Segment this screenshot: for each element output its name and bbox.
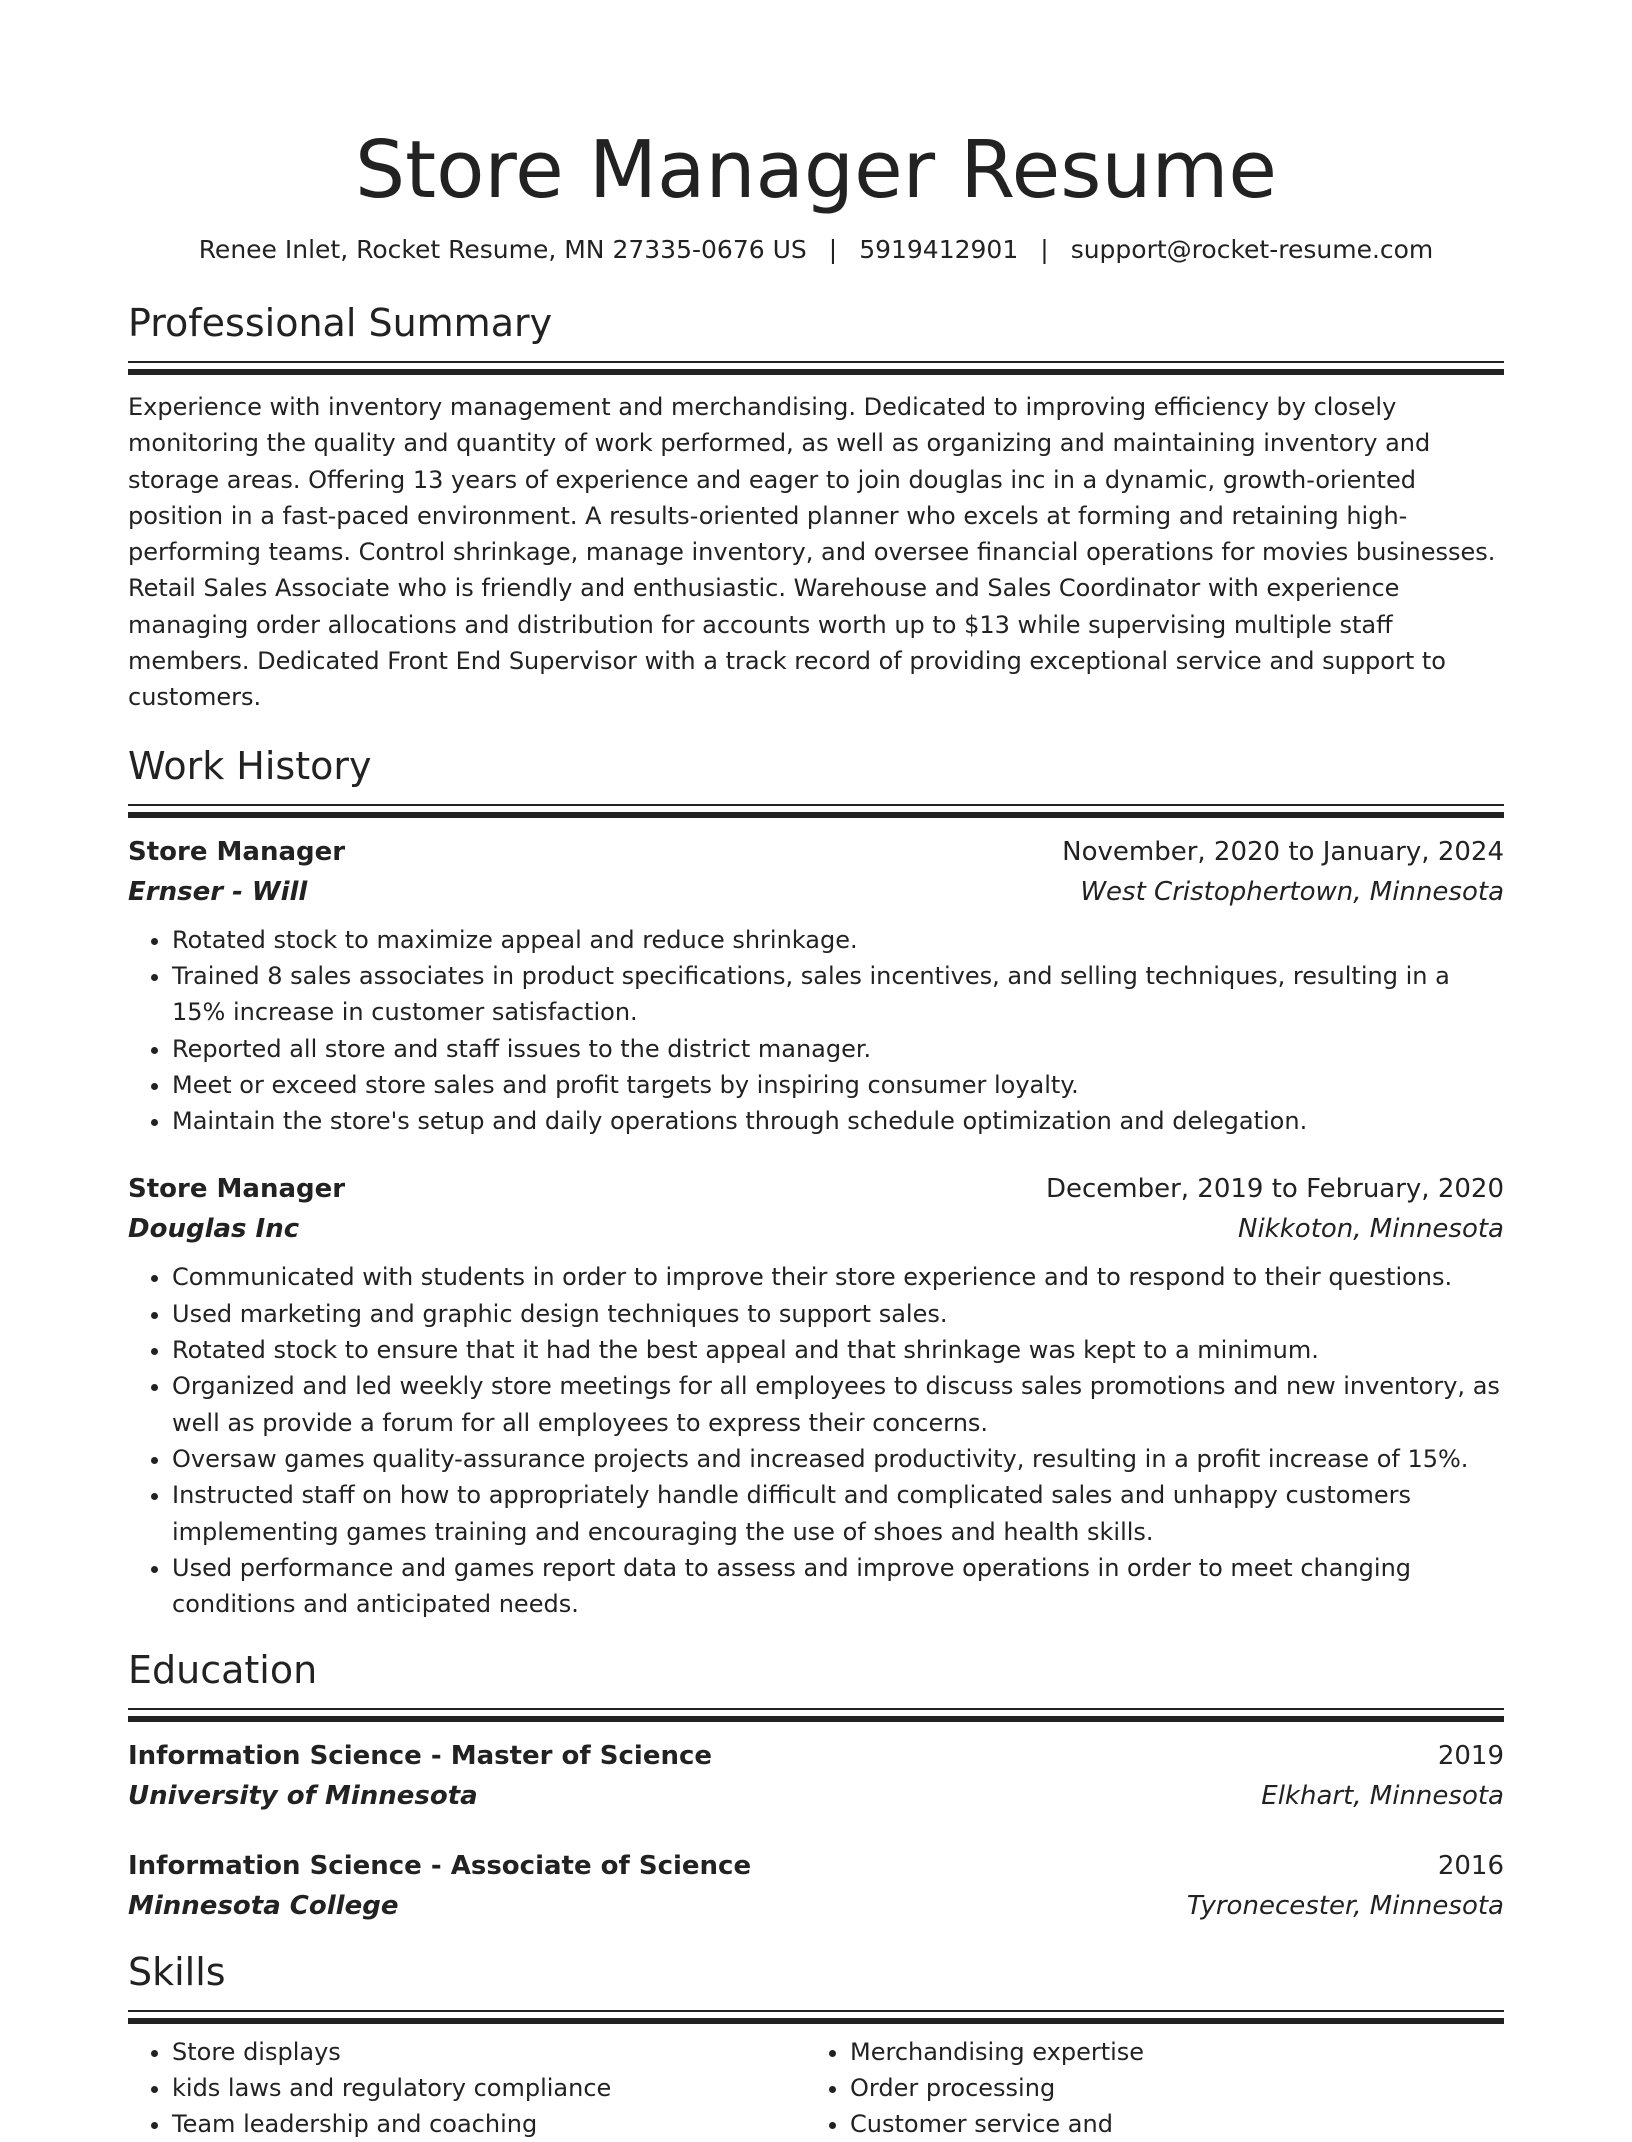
list-item: • Organized and led weekly store meetings for all employees to discuss sales promotions and new inventory, as well as provide a forum for all employees to express their concerns. <box>172 1368 1504 1441</box>
list-item: • Used marketing and graphic design techniques to support sales. <box>172 1296 1504 1332</box>
work-section <box>128 742 1504 1623</box>
job-role: Store Manager <box>128 1174 346 1205</box>
section-divider <box>128 2010 1504 2024</box>
job-dates: December, 2019 to February, 2020 <box>1045 1174 1504 1205</box>
education-school: Minnesota College <box>128 1891 399 1922</box>
summary-section <box>128 299 1504 716</box>
work-heading: Work History <box>128 743 372 788</box>
list-item: • Communicated with students in order to improve their store experience and to respond to their questions. <box>172 1259 1504 1295</box>
list-item: • Meet or exceed store sales and profit targets by inspiring consumer loyalty. <box>172 1067 1504 1103</box>
job-dates: November, 2020 to January, 2024 <box>1062 836 1504 867</box>
education-year: 2016 <box>1437 1851 1504 1882</box>
skills-list-right <box>806 2034 1484 2142</box>
education-location: Tyronecester, Minnesota <box>1186 1891 1504 1922</box>
list-item: • kids laws and regulatory compliance <box>172 2070 806 2106</box>
skills-section <box>128 1948 1504 2142</box>
list-item: • Instructed staff on how to appropriately handle difficult and complicated sales and unhappy customers implementing games training and encouraging the use of shoes and health skills. <box>172 1477 1504 1550</box>
contact-separator: | <box>1040 235 1049 264</box>
list-item: • Store displays <box>172 2034 806 2070</box>
job-company: Douglas Inc <box>128 1214 300 1245</box>
education-year: 2019 <box>1437 1741 1504 1772</box>
education-heading: Education <box>128 1648 318 1693</box>
job-bullets <box>128 922 1504 1140</box>
education-school: University of Minnesota <box>128 1781 478 1812</box>
skills-list-left <box>128 2034 806 2142</box>
contact-email: support@rocket-resume.com <box>1070 235 1434 264</box>
education-degree: Information Science - Associate of Science <box>128 1851 752 1882</box>
summary-heading: Professional Summary <box>128 301 553 345</box>
list-item: • Order processing <box>850 2070 1484 2106</box>
list-item: • Used performance and games report data to assess and improve operations in order to meet changing conditions and anticipated needs. <box>172 1550 1504 1623</box>
list-item: • Rotated stock to ensure that it had the best appeal and that shrinkage was kept to a minimum. <box>172 1332 1504 1368</box>
section-divider <box>128 1708 1504 1722</box>
contact-separator: | <box>828 235 838 264</box>
list-item: • Oversaw games quality-assurance projects and increased productivity, resulting in a profit increase of 15%. <box>172 1441 1504 1477</box>
resume-page <box>128 0 1504 2142</box>
job-entry <box>128 1169 1504 1622</box>
skills-grid <box>128 2034 1504 2142</box>
section-divider <box>128 361 1504 375</box>
contact-address: Renee Inlet, Rocket Resume, MN 27335-0676 US <box>198 235 807 264</box>
contact-line <box>128 232 1504 268</box>
list-item: • Maintain the store's setup and daily operations through schedule optimization and delegation. <box>172 1103 1504 1139</box>
education-degree: Information Science - Master of Science <box>128 1741 713 1772</box>
job-bullets <box>128 1259 1504 1622</box>
job-role: Store Manager <box>128 836 346 867</box>
education-section <box>128 1646 1504 1926</box>
list-item: • Rotated stock to maximize appeal and reduce shrinkage. <box>172 922 1504 958</box>
job-entry <box>128 832 1504 1140</box>
list-item: • Reported all store and staff issues to the district manager. <box>172 1031 1504 1067</box>
page-title: Store Manager Resume <box>354 124 1278 216</box>
list-item: • Customer service and <box>850 2106 1484 2142</box>
list-item: • Merchandising expertise <box>850 2034 1484 2070</box>
education-location: Elkhart, Minnesota <box>1261 1781 1504 1812</box>
job-location: Nikkoton, Minnesota <box>1238 1214 1504 1245</box>
list-item: • Team leadership and coaching <box>172 2106 806 2142</box>
section-divider <box>128 804 1504 818</box>
education-entry <box>128 1736 1504 1816</box>
education-entry <box>128 1846 1504 1926</box>
summary-text: Experience with inventory management and merchandising. Dedicated to improving efficiency by closely monitoring the quality and quantity of work performed, as well as organizing and maintaining inventory and storage areas. Offering 13 years of experience and eager to join douglas inc in a dynamic, growth-oriented position in a fast-paced environment. A results-oriented planner who excels at forming and retaining high-performing teams. Control shrinkage, manage inventory, and oversee financial operations for movies businesses. Retail Sales Associate who is friendly and enthusiastic. Warehouse and Sales Coordinator with experience managing order allocations and distribution for accounts worth up to $13 while supervising multiple staff members. Dedicated Front End Supervisor with a track record of providing exceptional service and support to customers. <box>128 393 1496 712</box>
skills-heading: Skills <box>128 1950 226 1995</box>
job-location: West Cristophertown, Minnesota <box>1080 876 1504 907</box>
contact-phone: 5919412901 <box>859 235 1019 264</box>
list-item: • Trained 8 sales associates in product specifications, sales incentives, and selling techniques, resulting in a 15% increase in customer satisfaction. <box>172 958 1504 1031</box>
job-company: Ernser - Will <box>128 876 308 907</box>
